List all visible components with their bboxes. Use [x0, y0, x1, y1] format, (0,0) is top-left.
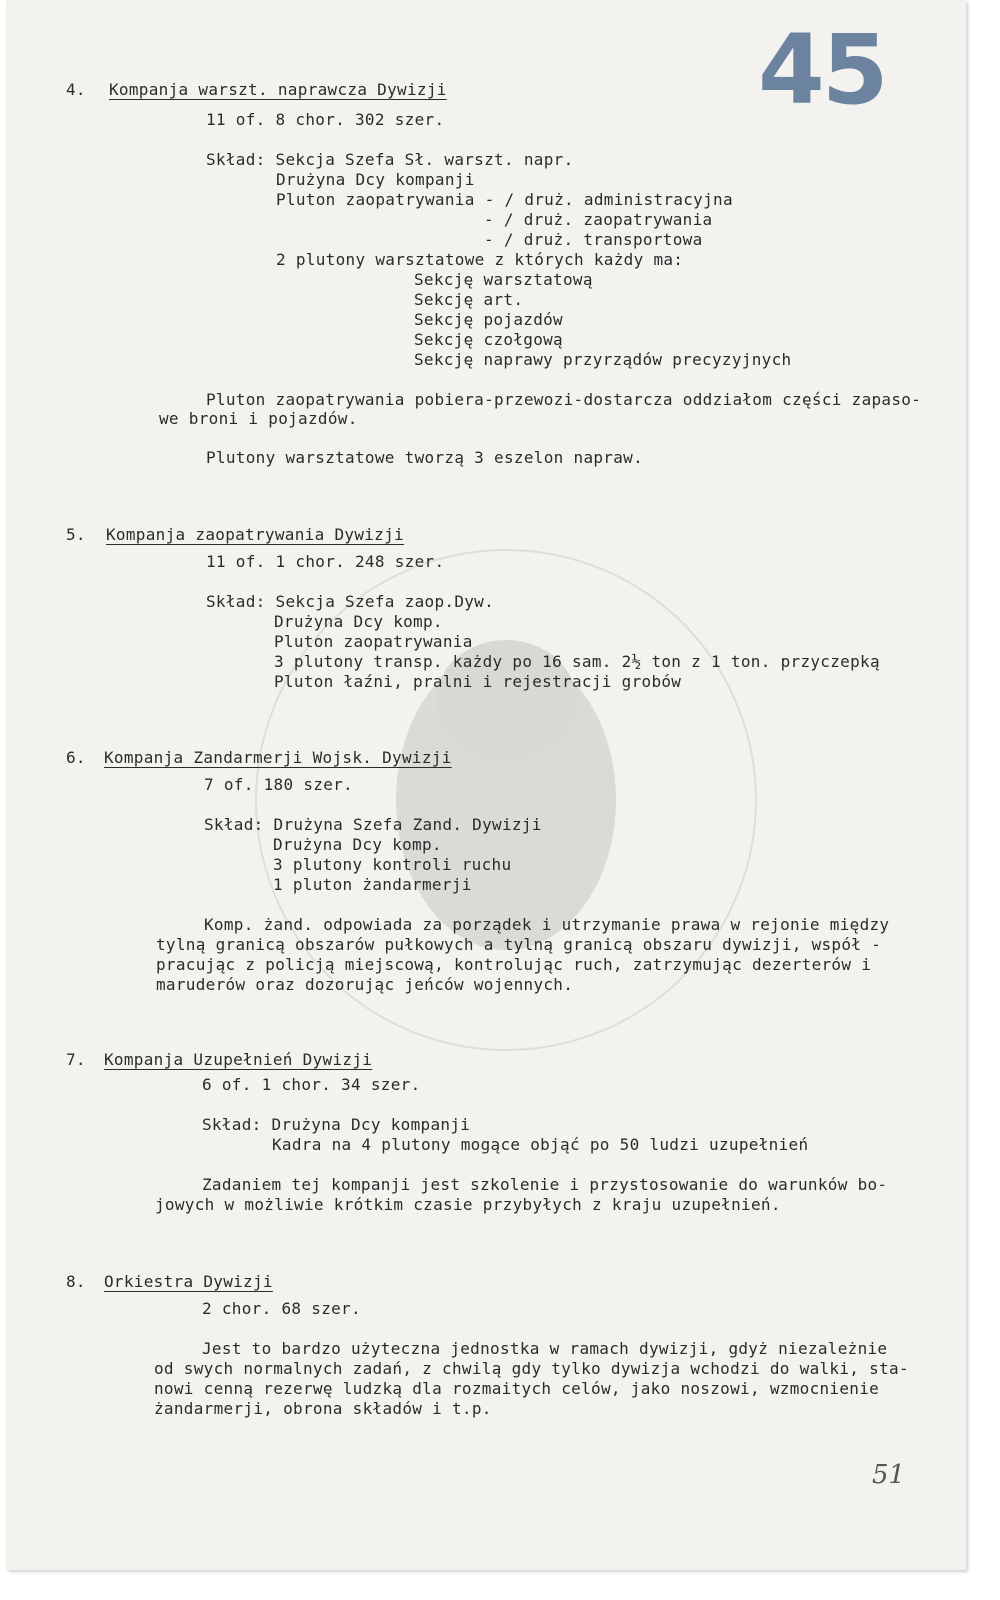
composition-line: Sekcję pojazdów — [414, 310, 563, 329]
section-strength: 7 of. 180 szer. — [204, 775, 353, 794]
section-number: 8. — [66, 1272, 86, 1291]
section-strength: 11 of. 1 chor. 248 szer. — [206, 552, 445, 571]
note-line: Zadaniem tej kompanji jest szkolenie i przystosowanie do warunków bo- — [202, 1175, 888, 1194]
composition-line: Drużyna Dcy komp. — [274, 612, 443, 631]
note-line: Komp. żand. odpowiada za porządek i utrzymanie prawa w rejonie między — [204, 915, 890, 934]
composition-line: 3 plutony transp. każdy po 16 sam. 2½ ton z 1 ton. przyczepką — [274, 652, 880, 671]
section-number: 4. — [66, 80, 86, 99]
section-title: Kompanja zaopatrywania Dywizji — [106, 525, 404, 544]
composition-line: 3 plutony kontroli ruchu — [273, 855, 512, 874]
handwritten-page-number: 51 — [872, 1460, 906, 1490]
composition-line: Sekcję warsztatową — [414, 270, 593, 289]
composition-line: Sekcję naprawy przyrządów precyzyjnych — [414, 350, 792, 369]
note-line: żandarmerji, obrona składów i t.p. — [154, 1399, 492, 1418]
section-number: 7. — [66, 1050, 86, 1069]
watermark-stamp — [206, 500, 806, 1100]
section-strength: 2 chor. 68 szer. — [202, 1299, 361, 1318]
note-line: Jest to bardzo użyteczna jednostka w ramach dywizji, gdyż niezależnie — [202, 1339, 888, 1358]
composition-line: 1 pluton żandarmerji — [273, 875, 472, 894]
note-line: maruderów oraz dozorując jeńców wojennych. — [156, 975, 574, 994]
composition-line: - / druż. zaopatrywania — [484, 210, 713, 229]
composition-line: Skład: Drużyna Dcy kompanji — [202, 1115, 471, 1134]
composition-line: Sekcję art. — [414, 290, 524, 309]
section-number: 6. — [66, 748, 86, 767]
composition-line: Skład: Drużyna Szefa Zand. Dywizji — [204, 815, 542, 834]
section-number: 5. — [66, 525, 86, 544]
composition-line: Kadra na 4 plutony mogące objąć po 50 ludzi uzupełnień — [272, 1135, 809, 1154]
composition-line: Skład: Sekcja Szefa Sł. warszt. napr. — [206, 150, 574, 169]
composition-line: Skład: Sekcja Szefa zaop.Dyw. — [206, 592, 495, 611]
section-strength: 11 of. 8 chor. 302 szer. — [206, 110, 445, 129]
note-line: we broni i pojazdów. — [159, 409, 358, 428]
note-line: tylną granicą obszarów pułkowych a tylną granicą obszaru dywizji, współ - — [156, 935, 882, 954]
section-title: Kompanja warszt. naprawcza Dywizji — [109, 80, 447, 99]
composition-line: Drużyna Dcy komp. — [273, 835, 442, 854]
note-line: nowi cenną rezerwę ludzką dla rozmaitych celów, jako noszowi, wzmocnienie — [154, 1379, 880, 1398]
composition-line: 2 plutony warsztatowe z których każdy ma: — [276, 250, 684, 269]
note-line: Pluton zaopatrywania pobiera-przewozi-dostarcza oddziałom części zapaso- — [206, 390, 922, 409]
section-title: Orkiestra Dywizji — [104, 1272, 273, 1291]
note-line: pracując z policją miejscową, kontrolując ruch, zatrzymując dezerterów i — [156, 955, 872, 974]
section-title: Kompanja Zandarmerji Wojsk. Dywizji — [104, 748, 452, 767]
composition-line: Pluton zaopatrywania - / druż. administracyjna — [276, 190, 733, 209]
composition-line: Sekcję czołgową — [414, 330, 563, 349]
note-line: jowych w możliwie krótkim czasie przybyłych z kraju uzupełnień. — [155, 1195, 781, 1214]
composition-line: Pluton zaopatrywania — [274, 632, 473, 651]
note-line: od swych normalnych zadań, z chwilą gdy tylko dywizja wchodzi do walki, sta- — [154, 1359, 909, 1378]
composition-line: Pluton łaźni, pralni i rejestracji grobów — [274, 672, 682, 691]
section-title: Kompanja Uzupełnień Dywizji — [104, 1050, 373, 1069]
note-line: Plutony warsztatowe tworzą 3 eszelon napraw. — [206, 448, 644, 467]
composition-line: - / druż. transportowa — [484, 230, 703, 249]
page-number-stamp: 45 — [758, 14, 886, 126]
section-strength: 6 of. 1 chor. 34 szer. — [202, 1075, 421, 1094]
composition-line: Drużyna Dcy kompanji — [276, 170, 475, 189]
document-page — [6, 0, 966, 1570]
